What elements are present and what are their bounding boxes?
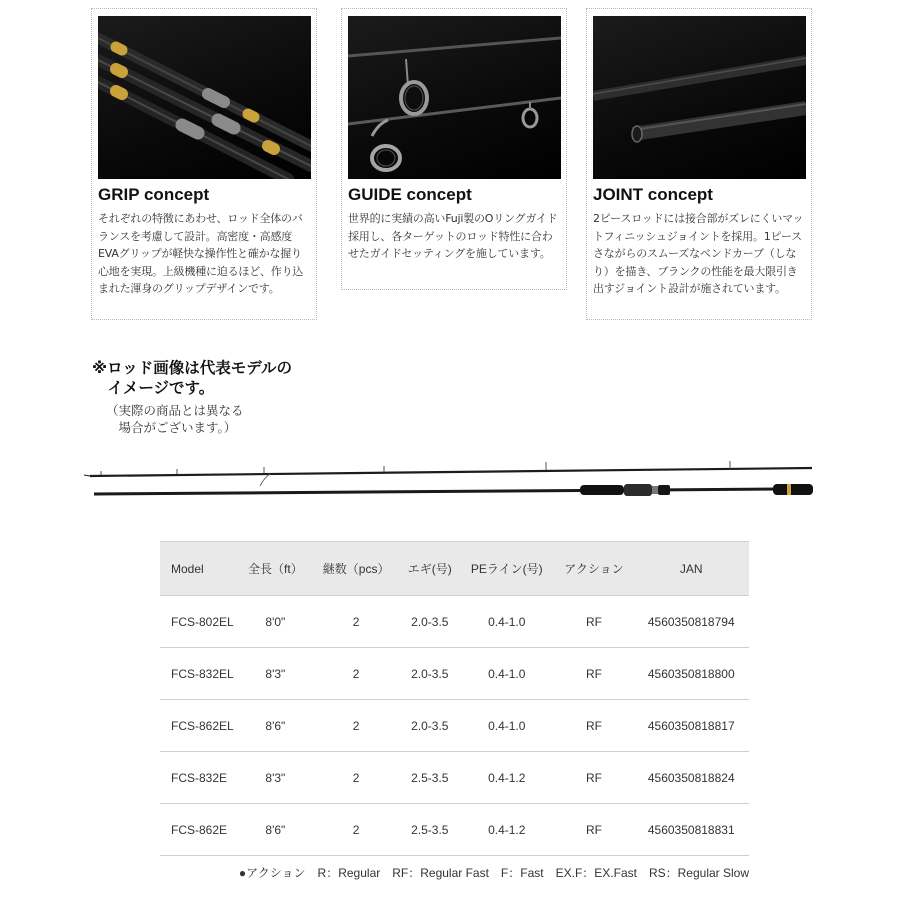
cell-pe-line: 0.4-1.0 [459,648,554,700]
cell-pe-line: 0.4-1.0 [459,596,554,648]
rod-full-image [84,456,816,508]
guide-concept-text: 世界的に実績の高いFuji製のOリングガイド採用し、各ターゲットのロッド特性に合わせたガイドセッティングを施しています。 [348,212,558,260]
rod-image-note [92,358,292,398]
header-pieces: 継数（pcs） [312,542,401,596]
cell-length: 8'3" [239,752,312,804]
cell-model: FCS-832EL [160,648,239,700]
grip-concept-text: それぞれの特徴にあわせ、ロッド全体のバランスを考慮して設計。高密度・高感度EVAグリップが軽快な操作性と確かな握り心地を実現。上級機種に迫るほど、作り込まれた渾身のグリップデザインです。 [98,212,304,295]
cell-action: RF [554,804,633,856]
cell-jan: 4560350818794 [633,596,749,648]
cell-pieces: 2 [312,752,401,804]
header-egi: エギ(号) [401,542,460,596]
cell-pieces: 2 [312,700,401,752]
table-row [160,752,749,804]
joint-concept-card [586,8,812,320]
cell-jan: 4560350818824 [633,752,749,804]
rod-image-disclaimer [106,402,244,436]
joint-concept-photo [593,16,806,179]
joint-concept-title: JOINT concept [593,185,713,204]
grip-concept-title: GRIP concept [98,185,210,204]
rod-joint-illustration [593,16,806,179]
table-row [160,596,749,648]
cell-egi: 2.5-3.5 [401,752,460,804]
cell-pe-line: 0.4-1.2 [459,752,554,804]
header-pe-line: PEライン(号) [459,542,554,596]
cell-model: FCS-832E [160,752,239,804]
table-row [160,700,749,752]
cell-length: 8'0" [239,596,312,648]
cell-model: FCS-862E [160,804,239,856]
cell-egi: 2.0-3.5 [401,648,460,700]
rod-image-disclaimer-line1: （実際の商品とは異なる [106,403,244,418]
table-row [160,648,749,700]
action-legend: ●アクション R：Regular RF：Regular Fast F：Fast EX.F：EX.Fast RS：Regular Slow [238,866,749,880]
cell-action: RF [554,700,633,752]
joint-concept-text: 2ピースロッドには接合部がズレにくいマットフィニッシュジョイントを採用。1ピースさながらのスムーズなベンドカーブ（しなり）を描き、ブランクの性能を最大限引き出すジョイント設計が施されています。 [593,212,804,295]
rod-image-disclaimer-line2: 場合がございます。） [106,420,237,435]
cell-action: RF [554,648,633,700]
cell-pieces: 2 [312,804,401,856]
cell-length: 8'6" [239,804,312,856]
cell-pieces: 2 [312,648,401,700]
header-jan: JAN [633,542,749,596]
guide-concept-card [341,8,567,290]
guide-concept-photo [348,16,561,179]
cell-action: RF [554,752,633,804]
cell-pe-line: 0.4-1.2 [459,804,554,856]
cell-length: 8'6" [239,700,312,752]
guide-concept-title: GUIDE concept [348,185,472,204]
rod-image-note-line2: イメージです。 [92,379,215,397]
table-row [160,804,749,856]
cell-model: FCS-802EL [160,596,239,648]
header-length: 全長（ft） [239,542,312,596]
cell-jan: 4560350818831 [633,804,749,856]
cell-action: RF [554,596,633,648]
cell-jan: 4560350818800 [633,648,749,700]
rod-guides-illustration [348,16,561,179]
cell-pieces: 2 [312,596,401,648]
spec-table-header [160,542,749,596]
cell-egi: 2.0-3.5 [401,596,460,648]
header-model: Model [160,542,239,596]
rod-image-note-line1: ※ロッド画像は代表モデルの [92,359,292,377]
header-action: アクション [554,542,633,596]
grip-concept-card [91,8,317,320]
rod-grips-illustration [98,16,311,179]
cell-egi: 2.0-3.5 [401,700,460,752]
cell-jan: 4560350818817 [633,700,749,752]
cell-length: 8'3" [239,648,312,700]
cell-egi: 2.5-3.5 [401,804,460,856]
spec-table [160,541,749,856]
cell-model: FCS-862EL [160,700,239,752]
grip-concept-photo [98,16,311,179]
cell-pe-line: 0.4-1.0 [459,700,554,752]
